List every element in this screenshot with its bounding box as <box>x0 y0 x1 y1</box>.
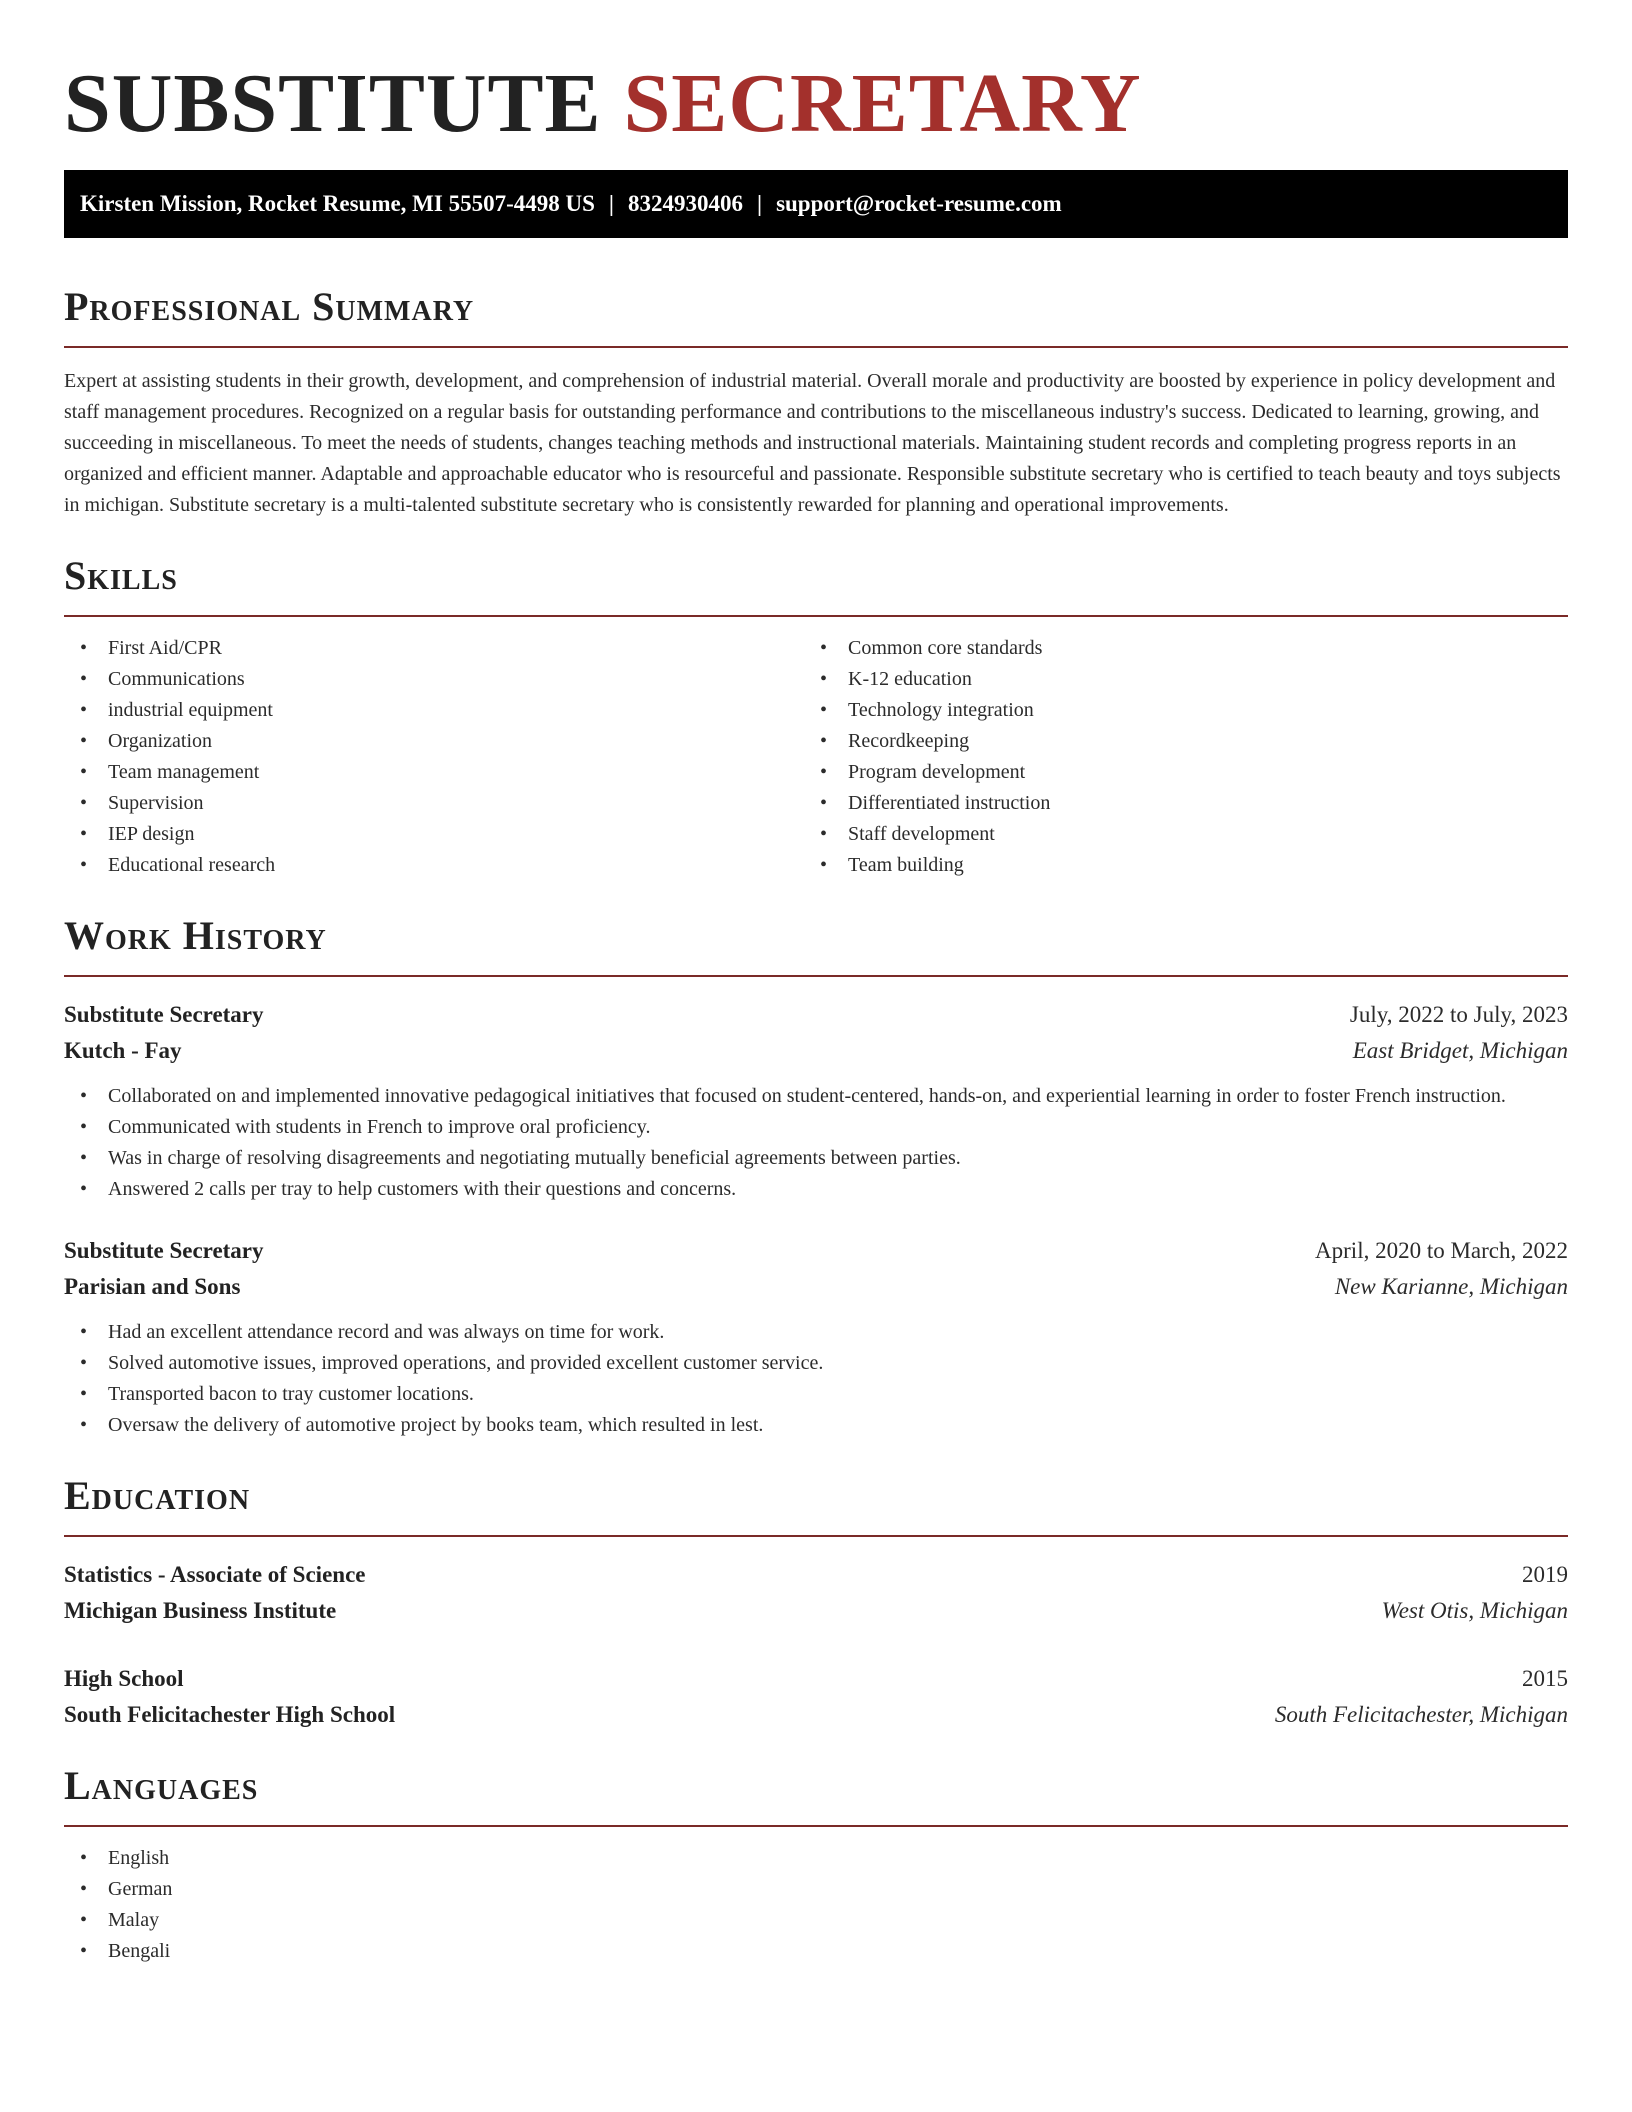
title-second-word: SECRETARY <box>623 57 1142 150</box>
education-location: West Otis, Michigan <box>1381 1598 1568 1623</box>
skill-item: • Educational research <box>64 850 804 881</box>
language-item: • Bengali <box>64 1936 1568 1967</box>
language-item: • German <box>64 1874 1568 1905</box>
language-item: • Malay <box>64 1905 1568 1936</box>
job-header-row <box>64 1233 1568 1269</box>
section-divider <box>64 1535 1568 1537</box>
skill-item: • Team building <box>804 850 1544 881</box>
job-dates: April, 2020 to March, 2022 <box>1315 1238 1568 1263</box>
job-company: Parisian and Sons <box>64 1274 241 1299</box>
title-first-word: SUBSTITUTE <box>64 57 602 150</box>
education-section <box>64 1473 1568 1733</box>
skill-item: • First Aid/CPR <box>64 633 804 664</box>
skill-item: • IEP design <box>64 819 804 850</box>
education-entry <box>64 1557 1568 1629</box>
education-degree: High School <box>64 1666 184 1691</box>
contact-address: Kirsten Mission, Rocket Resume, MI 55507-4498 US <box>80 191 595 216</box>
skill-item: • Communications <box>64 664 804 695</box>
skills-heading: Skills <box>64 553 178 598</box>
job-bullet: • Was in charge of resolving disagreements and negotiating mutually beneficial agreements between parties. <box>64 1143 1568 1174</box>
skill-item: • Differentiated instruction <box>804 788 1544 819</box>
job-location: New Karianne, Michigan <box>1334 1274 1568 1299</box>
job-company: Kutch - Fay <box>64 1038 182 1063</box>
contact-email[interactable]: support@rocket-resume.com <box>776 191 1062 216</box>
job-bullet: • Transported bacon to tray customer locations. <box>64 1379 1568 1410</box>
page-title <box>64 56 1568 152</box>
contact-phone[interactable]: 8324930406 <box>627 191 743 216</box>
job-bullet: • Solved automotive issues, improved operations, and provided excellent customer service. <box>64 1348 1568 1379</box>
contact-separator: | <box>608 191 614 216</box>
education-degree-row <box>64 1661 1568 1697</box>
education-location: South Felicitachester, Michigan <box>1274 1702 1568 1727</box>
job-title: Substitute Secretary <box>64 1002 264 1027</box>
education-school-row <box>64 1697 1568 1733</box>
job-location: East Bridget, Michigan <box>1352 1038 1568 1063</box>
skill-item: • Organization <box>64 726 804 757</box>
job-bullets <box>64 1317 1568 1441</box>
education-degree: Statistics - Associate of Science <box>64 1562 366 1587</box>
skill-item: • K-12 education <box>804 664 1544 695</box>
education-school-row <box>64 1593 1568 1629</box>
skills-list-left <box>64 633 804 881</box>
skill-item: • Recordkeeping <box>804 726 1544 757</box>
skill-item: • Supervision <box>64 788 804 819</box>
skill-item: • Program development <box>804 757 1544 788</box>
job-header-row <box>64 997 1568 1033</box>
job-company-row <box>64 1033 1568 1069</box>
languages-list <box>64 1843 1568 1967</box>
job-bullet: • Had an excellent attendance record and was always on time for work. <box>64 1317 1568 1348</box>
section-divider <box>64 346 1568 348</box>
skill-item: • Staff development <box>804 819 1544 850</box>
education-school: Michigan Business Institute <box>64 1598 337 1623</box>
job-bullet: • Oversaw the delivery of automotive project by books team, which resulted in lest. <box>64 1410 1568 1441</box>
job-entry <box>64 997 1568 1205</box>
skills-list-right <box>804 633 1544 881</box>
work-history-heading: Work History <box>64 913 327 958</box>
education-degree-row <box>64 1557 1568 1593</box>
skills-grid <box>64 633 1568 881</box>
languages-heading: Languages <box>64 1763 259 1808</box>
education-heading: Education <box>64 1473 251 1518</box>
job-company-row <box>64 1269 1568 1305</box>
job-dates: July, 2022 to July, 2023 <box>1349 1002 1568 1027</box>
work-history-section <box>64 913 1568 1441</box>
language-item: • English <box>64 1843 1568 1874</box>
summary-heading: Professional Summary <box>64 284 475 329</box>
job-bullet: • Communicated with students in French to improve oral proficiency. <box>64 1112 1568 1143</box>
languages-section <box>64 1763 1568 1967</box>
job-bullet: • Collaborated on and implemented innovative pedagogical initiatives that focused on student-centered, hands-on, and experiential learning in order to foster French instruction. <box>64 1081 1568 1112</box>
education-year: 2019 <box>1522 1562 1568 1587</box>
skill-item: • Common core standards <box>804 633 1544 664</box>
job-bullet: • Answered 2 calls per tray to help customers with their questions and concerns. <box>64 1174 1568 1205</box>
education-school: South Felicitachester High School <box>64 1702 396 1727</box>
section-divider <box>64 975 1568 977</box>
skill-item: • industrial equipment <box>64 695 804 726</box>
section-divider <box>64 615 1568 617</box>
education-entry <box>64 1661 1568 1733</box>
contact-bar <box>64 170 1568 238</box>
job-title: Substitute Secretary <box>64 1238 264 1263</box>
job-bullets <box>64 1081 1568 1205</box>
job-entry <box>64 1233 1568 1441</box>
contact-separator: | <box>756 191 763 216</box>
skill-item: • Technology integration <box>804 695 1544 726</box>
education-year: 2015 <box>1522 1666 1568 1691</box>
summary-text: Expert at assisting students in their growth, development, and comprehension of industrial material. Overall morale and productivity are boosted by experience in policy development and staff management procedures. Recognized on a regular basis for outstanding performance and contributions to the miscellaneous industry's success. Dedicated to learning, growing, and succeeding in miscellaneous. To meet the needs of students, changes teaching methods and instructional materials. Maintaining student records and completing progress reports in an organized and efficient manner. Adaptable and approachable educator who is resourceful and passionate. Responsible substitute secretary who is certified to teach beauty and toys subjects in michigan. Substitute secretary is a multi-talented substitute secretary who is consistently rewarded for planning and operational improvements. <box>64 370 1561 516</box>
section-divider <box>64 1825 1568 1827</box>
skills-section <box>64 553 1568 881</box>
skill-item: • Team management <box>64 757 804 788</box>
summary-section <box>64 284 1568 521</box>
